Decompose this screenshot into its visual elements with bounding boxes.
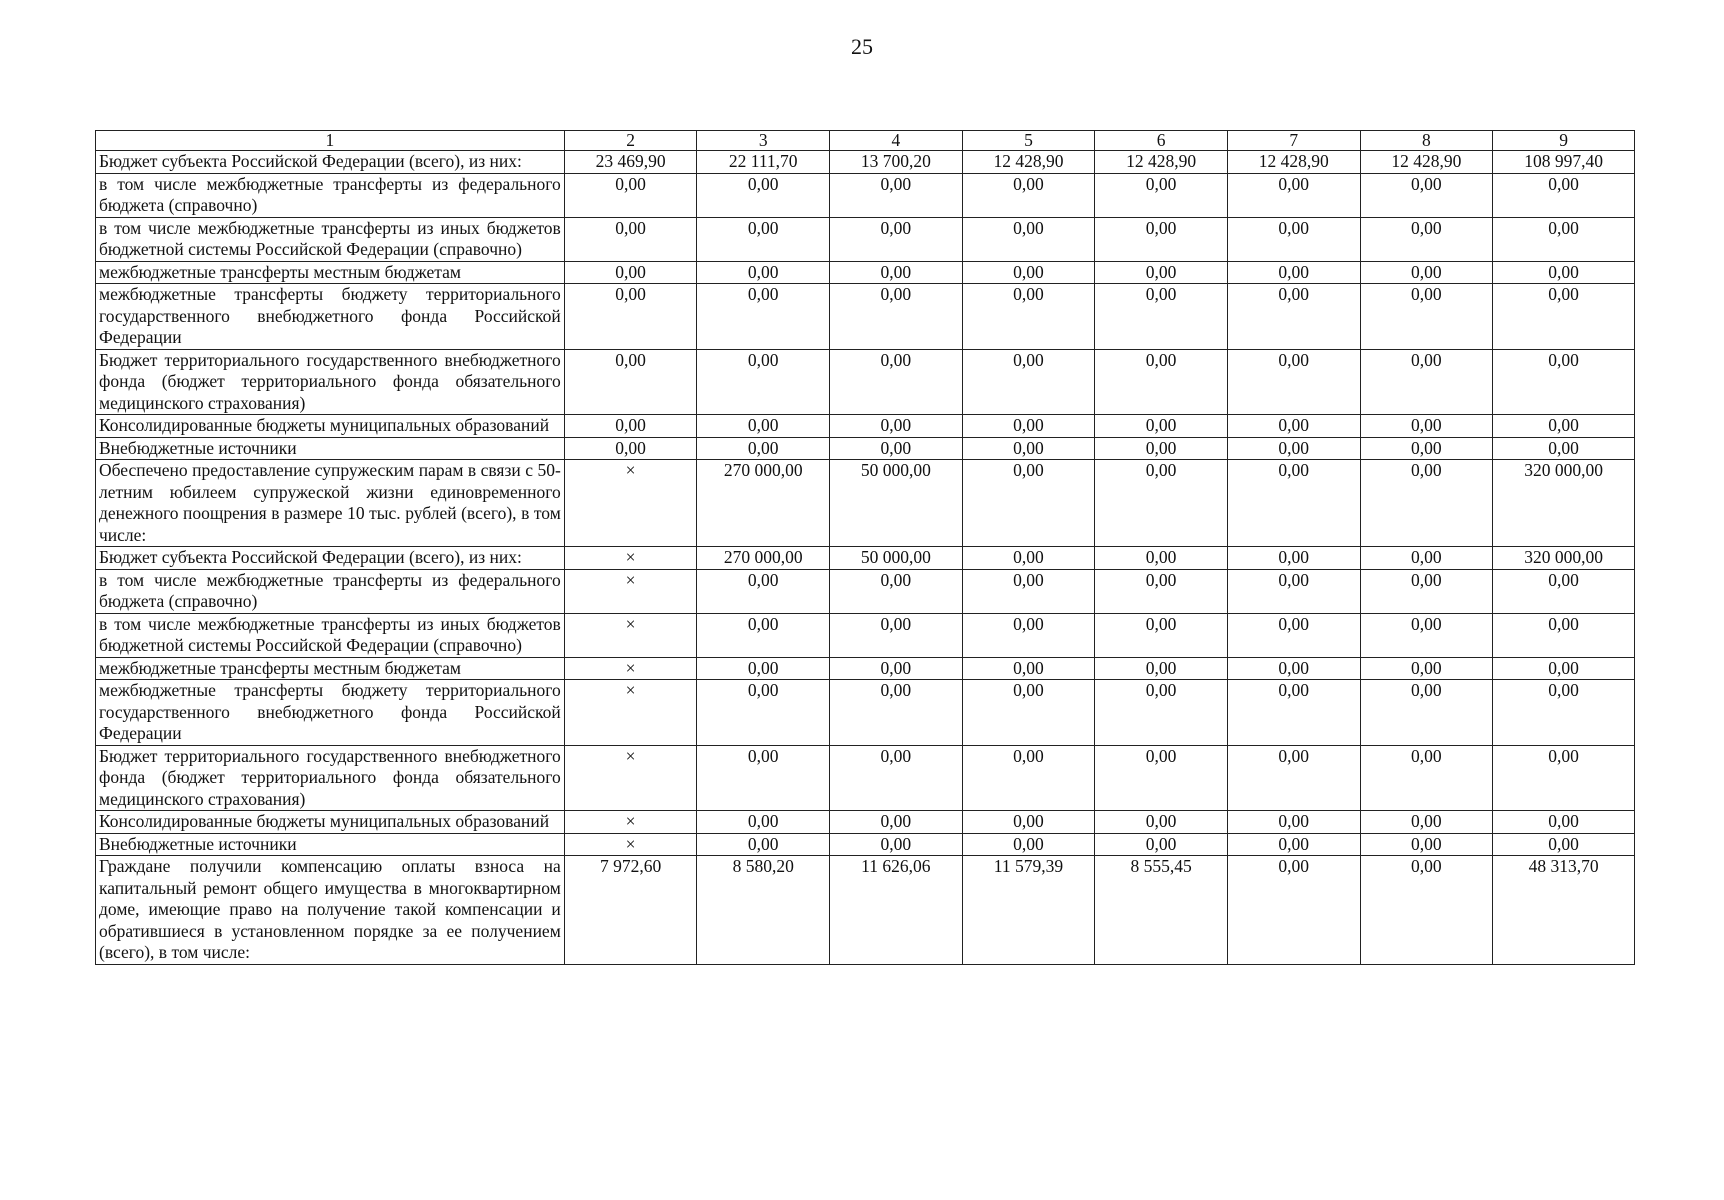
value-cell: 0,00 [1227, 856, 1360, 965]
value-cell: 0,00 [830, 613, 963, 657]
table-row [96, 173, 1635, 217]
table-row [96, 415, 1635, 438]
value-cell: 0,00 [830, 745, 963, 811]
value-cell: × [564, 745, 697, 811]
column-header: 7 [1227, 131, 1360, 151]
column-header: 6 [1095, 131, 1228, 151]
value-cell: 0,00 [1227, 460, 1360, 547]
value-cell: 0,00 [697, 680, 830, 746]
budget-table [95, 130, 1635, 965]
value-cell: 0,00 [1227, 415, 1360, 438]
value-cell: 0,00 [1493, 261, 1635, 284]
value-cell: 0,00 [830, 284, 963, 350]
value-cell: 0,00 [1360, 284, 1493, 350]
value-cell: 0,00 [1493, 173, 1635, 217]
value-cell: 0,00 [697, 415, 830, 438]
row-label: Бюджет территориального государственного внебюджетного фонда (бюджет территориального фонда обязательного медицинского страхования) [96, 745, 565, 811]
column-header: 1 [96, 131, 565, 151]
table-row [96, 284, 1635, 350]
value-cell: 0,00 [830, 680, 963, 746]
value-cell: 0,00 [564, 415, 697, 438]
value-cell: 0,00 [1227, 547, 1360, 570]
value-cell: 0,00 [1095, 811, 1228, 834]
value-cell: 0,00 [697, 261, 830, 284]
value-cell: 0,00 [962, 173, 1095, 217]
value-cell: 0,00 [1360, 415, 1493, 438]
value-cell: 0,00 [1095, 284, 1228, 350]
value-cell: 0,00 [830, 415, 963, 438]
table-row [96, 547, 1635, 570]
value-cell: 0,00 [830, 349, 963, 415]
value-cell: 0,00 [1360, 547, 1493, 570]
value-cell: × [564, 569, 697, 613]
value-cell: 0,00 [564, 349, 697, 415]
table-row [96, 217, 1635, 261]
value-cell: 22 111,70 [697, 151, 830, 174]
value-cell: 108 997,40 [1493, 151, 1635, 174]
table-row [96, 437, 1635, 460]
value-cell: 0,00 [1095, 613, 1228, 657]
value-cell: 0,00 [697, 284, 830, 350]
value-cell: 0,00 [1360, 657, 1493, 680]
value-cell: 0,00 [962, 657, 1095, 680]
value-cell: 0,00 [962, 680, 1095, 746]
column-header: 3 [697, 131, 830, 151]
table-row [96, 261, 1635, 284]
page-number: 25 [851, 34, 873, 59]
table-row [96, 833, 1635, 856]
value-cell: 8 555,45 [1095, 856, 1228, 965]
value-cell: 0,00 [962, 460, 1095, 547]
value-cell: 0,00 [1360, 437, 1493, 460]
value-cell: 0,00 [1360, 811, 1493, 834]
value-cell: 0,00 [1360, 261, 1493, 284]
table-row [96, 657, 1635, 680]
row-label: Граждане получили компенсацию оплаты взноса на капитальный ремонт общего имущества в многоквартирном доме, имеющие право на получение такой компенсации и обратившиеся в установленном порядке за ее получением (всего), в том числе: [96, 856, 565, 965]
value-cell: 0,00 [1360, 833, 1493, 856]
value-cell: 0,00 [1095, 173, 1228, 217]
value-cell: 23 469,90 [564, 151, 697, 174]
value-cell: 0,00 [697, 613, 830, 657]
table-row [96, 151, 1635, 174]
value-cell: × [564, 811, 697, 834]
value-cell: 0,00 [1095, 547, 1228, 570]
table-body [96, 151, 1635, 965]
value-cell: 0,00 [1360, 460, 1493, 547]
value-cell: 270 000,00 [697, 547, 830, 570]
value-cell: 0,00 [830, 437, 963, 460]
value-cell: 0,00 [1493, 680, 1635, 746]
value-cell: 0,00 [962, 415, 1095, 438]
row-label: межбюджетные трансферты бюджету территориального государственного внебюджетного фонда Российской Федерации [96, 680, 565, 746]
value-cell: 0,00 [1227, 217, 1360, 261]
value-cell: 7 972,60 [564, 856, 697, 965]
value-cell: 0,00 [1227, 284, 1360, 350]
value-cell: 0,00 [1227, 745, 1360, 811]
value-cell: 0,00 [1227, 261, 1360, 284]
value-cell: 0,00 [1227, 173, 1360, 217]
value-cell: 0,00 [1095, 680, 1228, 746]
value-cell: 0,00 [564, 284, 697, 350]
value-cell: 0,00 [1360, 680, 1493, 746]
row-label: межбюджетные трансферты бюджету территориального государственного внебюджетного фонда Российской Федерации [96, 284, 565, 350]
value-cell: × [564, 613, 697, 657]
value-cell: 0,00 [1360, 856, 1493, 965]
value-cell: 0,00 [1095, 745, 1228, 811]
value-cell: 0,00 [962, 217, 1095, 261]
value-cell: 0,00 [962, 261, 1095, 284]
value-cell: 0,00 [830, 173, 963, 217]
value-cell: 0,00 [1360, 349, 1493, 415]
value-cell: 0,00 [1095, 415, 1228, 438]
value-cell: 0,00 [697, 349, 830, 415]
value-cell: 0,00 [1095, 217, 1228, 261]
value-cell: 0,00 [1493, 349, 1635, 415]
value-cell: 0,00 [697, 569, 830, 613]
value-cell: × [564, 460, 697, 547]
value-cell: 0,00 [962, 745, 1095, 811]
table-header-row [96, 131, 1635, 151]
row-label: Консолидированные бюджеты муниципальных образований [96, 811, 565, 834]
value-cell: 0,00 [962, 547, 1095, 570]
value-cell: 0,00 [1493, 284, 1635, 350]
value-cell: 0,00 [962, 569, 1095, 613]
row-label: Бюджет территориального государственного внебюджетного фонда (бюджет территориального фонда обязательного медицинского страхования) [96, 349, 565, 415]
value-cell: 0,00 [1360, 569, 1493, 613]
column-header: 2 [564, 131, 697, 151]
value-cell: 0,00 [1227, 680, 1360, 746]
row-label: в том числе межбюджетные трансферты из федерального бюджета (справочно) [96, 173, 565, 217]
value-cell: 8 580,20 [697, 856, 830, 965]
value-cell: 0,00 [1227, 437, 1360, 460]
value-cell: 0,00 [1095, 261, 1228, 284]
value-cell: 0,00 [1360, 173, 1493, 217]
table-row [96, 349, 1635, 415]
value-cell: 0,00 [830, 833, 963, 856]
column-header: 8 [1360, 131, 1493, 151]
value-cell: 0,00 [1493, 613, 1635, 657]
value-cell: 0,00 [1493, 833, 1635, 856]
value-cell: 0,00 [830, 811, 963, 834]
row-label: Консолидированные бюджеты муниципальных образований [96, 415, 565, 438]
row-label: межбюджетные трансферты местным бюджетам [96, 261, 565, 284]
table-row [96, 569, 1635, 613]
value-cell: 0,00 [1360, 745, 1493, 811]
value-cell: 270 000,00 [697, 460, 830, 547]
value-cell: 0,00 [962, 349, 1095, 415]
value-cell: 0,00 [830, 217, 963, 261]
value-cell: 0,00 [1493, 745, 1635, 811]
value-cell: 0,00 [564, 217, 697, 261]
value-cell: 0,00 [962, 811, 1095, 834]
value-cell: 0,00 [830, 657, 963, 680]
row-label: в том числе межбюджетные трансферты из иных бюджетов бюджетной системы Российской Федерации (справочно) [96, 217, 565, 261]
value-cell: 0,00 [830, 569, 963, 613]
value-cell: 0,00 [1095, 569, 1228, 613]
column-header: 4 [830, 131, 963, 151]
value-cell: 0,00 [1227, 569, 1360, 613]
value-cell: 0,00 [564, 261, 697, 284]
column-header: 5 [962, 131, 1095, 151]
value-cell: 0,00 [697, 745, 830, 811]
value-cell: × [564, 547, 697, 570]
row-label: Бюджет субъекта Российской Федерации (всего), из них: [96, 151, 565, 174]
value-cell: 13 700,20 [830, 151, 963, 174]
value-cell: 0,00 [1493, 437, 1635, 460]
value-cell: 0,00 [1493, 415, 1635, 438]
value-cell: 0,00 [1227, 811, 1360, 834]
value-cell: 0,00 [1493, 811, 1635, 834]
value-cell: 0,00 [1227, 657, 1360, 680]
value-cell: 50 000,00 [830, 460, 963, 547]
row-label: межбюджетные трансферты местным бюджетам [96, 657, 565, 680]
value-cell: 0,00 [1360, 217, 1493, 261]
value-cell: 0,00 [697, 833, 830, 856]
value-cell: 0,00 [1493, 569, 1635, 613]
value-cell: 0,00 [1095, 657, 1228, 680]
value-cell: × [564, 833, 697, 856]
value-cell: 0,00 [962, 613, 1095, 657]
row-label: Бюджет субъекта Российской Федерации (всего), из них: [96, 547, 565, 570]
value-cell: 0,00 [830, 261, 963, 284]
row-label: в том числе межбюджетные трансферты из иных бюджетов бюджетной системы Российской Федерации (справочно) [96, 613, 565, 657]
value-cell: 0,00 [1493, 657, 1635, 680]
row-label: Внебюджетные источники [96, 437, 565, 460]
value-cell: 50 000,00 [830, 547, 963, 570]
value-cell: 0,00 [697, 811, 830, 834]
value-cell: 0,00 [1227, 349, 1360, 415]
value-cell: 0,00 [1227, 613, 1360, 657]
value-cell: 0,00 [564, 437, 697, 460]
value-cell: 11 626,06 [830, 856, 963, 965]
table-row [96, 856, 1635, 965]
row-label: в том числе межбюджетные трансферты из федерального бюджета (справочно) [96, 569, 565, 613]
row-label: Обеспечено предоставление супружеским парам в связи с 50-летним юбилеем супружеской жизни единовременного денежного поощрения в размере 10 тыс. рублей (всего), в том числе: [96, 460, 565, 547]
column-header: 9 [1493, 131, 1635, 151]
value-cell: 0,00 [1360, 613, 1493, 657]
value-cell: 0,00 [1095, 437, 1228, 460]
value-cell: 0,00 [1095, 833, 1228, 856]
value-cell: 320 000,00 [1493, 547, 1635, 570]
table-row [96, 680, 1635, 746]
value-cell: 0,00 [962, 437, 1095, 460]
table-row [96, 613, 1635, 657]
value-cell: 0,00 [1493, 217, 1635, 261]
value-cell: 0,00 [1227, 833, 1360, 856]
value-cell: 0,00 [697, 437, 830, 460]
value-cell: 11 579,39 [962, 856, 1095, 965]
value-cell: 12 428,90 [1095, 151, 1228, 174]
table-row [96, 811, 1635, 834]
value-cell: 0,00 [697, 173, 830, 217]
value-cell: 0,00 [1095, 349, 1228, 415]
value-cell: × [564, 680, 697, 746]
value-cell: × [564, 657, 697, 680]
value-cell: 0,00 [1095, 460, 1228, 547]
value-cell: 0,00 [697, 657, 830, 680]
table-row [96, 745, 1635, 811]
value-cell: 320 000,00 [1493, 460, 1635, 547]
value-cell: 0,00 [697, 217, 830, 261]
value-cell: 12 428,90 [1360, 151, 1493, 174]
row-label: Внебюджетные источники [96, 833, 565, 856]
value-cell: 12 428,90 [962, 151, 1095, 174]
table-row [96, 460, 1635, 547]
value-cell: 48 313,70 [1493, 856, 1635, 965]
value-cell: 0,00 [564, 173, 697, 217]
value-cell: 12 428,90 [1227, 151, 1360, 174]
value-cell: 0,00 [962, 833, 1095, 856]
value-cell: 0,00 [962, 284, 1095, 350]
